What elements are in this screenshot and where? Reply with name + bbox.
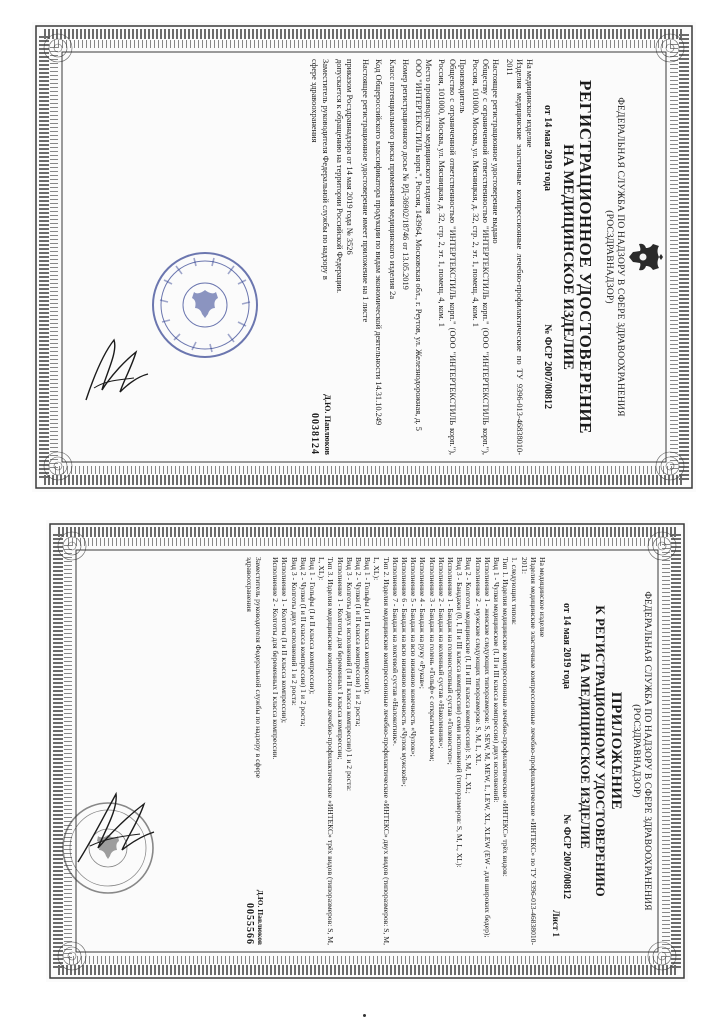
product-list-line: Исполнение 1 - Колготы (I и II класса компрессии);: [280, 557, 290, 723]
paragraph-text: 14.31.10.249: [374, 381, 384, 426]
paragraph-label: На медицинское изделие: [525, 59, 534, 148]
registration-number: № ФСР 2007/00812: [542, 324, 553, 409]
paragraph-text: Обществу с ограниченной ответственностью "ИНТЕРТЕКСТИЛЬ корп." (ООО "ИНТЕРТЕКСТИЛЬ корп."), Россия, 101000, Москва, ул. Мясницкая, д. 32, стр. 2, эт. 1, помещ. 4, ком. 1: [470, 59, 491, 455]
intro-label: На медицинское изделие: [538, 557, 547, 638]
paragraph-device: [503, 59, 534, 455]
paragraph-text: Общество с ограниченной ответственностью "ИНТЕРТЕКСТИЛЬ корп." (ООО "ИНТЕРТЕКСТИЛЬ корп."), Россия, 101000, Москва, ул. Мясницкая, д. 32, стр. 2, эт. 1, помещ. 4, ком. 1: [437, 59, 457, 455]
official-name: Д.Ю. Павлюков: [255, 889, 265, 945]
form-serial-number: 0038124: [309, 413, 321, 455]
appendix-footer: [245, 557, 265, 945]
product-list-line: Вид 1 - Чулки медицинские (I, II и III класса компрессии) двух исполнений:: [491, 557, 501, 803]
paragraph-label: Класс потенциального риска применения медицинского изделия: [387, 59, 397, 290]
paragraph-production-site: [413, 59, 433, 455]
sheet-number: Лист 1: [551, 909, 561, 937]
product-list-line: Исполнение 1 - Колготы для беременных I класса компрессии;: [335, 557, 345, 760]
signature-block: [245, 890, 265, 945]
product-list-line: Вид 3 - Колготы двух исполнений 1 и 2 роста:: [289, 557, 299, 706]
product-list-line: Исполнение 7 - Бандаж на локтевой сустав «Налокотник».: [390, 557, 400, 746]
agency-name: ФЕДЕРАЛЬНАЯ СЛУЖБА ПО НАДЗОРУ В СФЕРЕ ЗДРАВООХРАНЕНИЯ: [615, 97, 625, 417]
coat-of-arms-icon: [627, 240, 663, 274]
appendix-sheet: [46, 520, 688, 982]
paragraph-okpd-code: [373, 59, 383, 455]
paragraph-label: Место производства медицинского изделия: [424, 59, 434, 214]
product-list-line: Тип 1. Изделия медицинские компрессионные лечебно-профилактические «ИНТЕКС» трёх видов:: [501, 557, 511, 877]
paragraph-label: Настоящее регистрационное удостоверение выдано: [491, 59, 501, 244]
product-list-line: Тип 3. Изделия медицинские компрессионные лечебно-профилактические «ИНТЕКС» трёх видов (типоразмеров: S, M, L, XL):: [317, 557, 336, 945]
agency-name: ФЕДЕРАЛЬНАЯ СЛУЖБА ПО НАДЗОРУ В СФЕРЕ ЗДРАВООХРАНЕНИЯ: [642, 591, 652, 911]
certificate-body: [360, 59, 534, 455]
product-list-line: 1. следующих типов:: [510, 557, 520, 625]
product-list-line: Вид 3 - Колготы двух исполнений (I и II класса компрессии) 1 и 2 роста:: [344, 557, 354, 792]
paragraph-manufacturer: [436, 59, 467, 455]
official-name: Д.Ю. Павлюков: [322, 394, 332, 455]
product-list-line: Исполнение 1 - Бандаж на голеностопный сустав «Голеностоп»;: [445, 557, 455, 765]
round-seal-stamp: [150, 250, 260, 360]
handwritten-signature: [70, 780, 160, 870]
product-list-line: Исполнение 4 - Бандаж на руку «Рукав»;: [418, 557, 428, 689]
official-title: Заместитель руководителя Федеральной службы по надзору в сфере здравоохранения: [310, 59, 330, 280]
product-list-line: Вид 1 - Гольфы (I и II класса компрессии);: [307, 557, 317, 695]
paragraph-text: Настоящее регистрационное удостоверение имеет приложение на 1 листе: [361, 59, 371, 323]
product-list-line: Вид 2 - Чулки (I и II класса компрессии) 1 и 2 роста;: [353, 557, 363, 727]
certificate-sheet: [32, 22, 696, 492]
registration-number: № ФСР 2007/00812: [561, 814, 572, 899]
paragraph-label: Производитель: [457, 59, 467, 114]
product-list-line: Вид 2 - Колготы медицинские (I, II и III класса компрессии): S, M, L, XL;: [464, 557, 474, 794]
paragraph-text: ООО "ИНТЕРТЕКСТИЛЬ корп.", Россия, 143964, Московская обл., г. Реутов, ул. Железнодорожная, д. 5: [413, 59, 423, 431]
signature-block: [309, 394, 331, 455]
product-list-line: Тип 2. Изделия медицинские компрессионные лечебно-профилактические «ИНТЕКС» двух видов (типоразмеров: S, M, L, XL):: [372, 557, 391, 945]
product-list-line: Исполнение 5 - Бандаж на всю нижнюю конечность «Чулок»;: [409, 557, 419, 757]
agency-abbreviation: (РОСЗДРАВНАДЗОР): [631, 704, 641, 798]
date-number-line: [561, 557, 572, 945]
product-list-line: Вид 2 - Чулки (I и II класса компрессии) 1 и 2 роста;: [298, 557, 308, 727]
paragraph-label: Номер регистрационного досье: [400, 59, 410, 172]
product-list-line: Исполнение 2 - мужские следующих типоразмеров: S, M, L, XL.: [473, 557, 483, 766]
product-list-line: Исполнение 3 - Бандаж на голень «Гольф» с открытым носком;: [427, 557, 437, 762]
appendix-title: ПРИЛОЖЕНИЕ: [608, 691, 624, 811]
scan-speck: [363, 1014, 366, 1017]
paragraph-appendix-note: [360, 59, 370, 455]
paragraph-label: Код Общероссийского классификатора продукции по видам экономической деятельности: [374, 59, 384, 380]
product-list-line: Исполнение 2 - Колготы для беременных I класса компрессии.: [271, 557, 281, 760]
product-list-line: Исполнение 2 - Бандаж на коленный сустав «Наколенник»;: [436, 557, 446, 749]
appendix-title-line2: К РЕГИСТРАЦИОННОМУ УДОСТОВЕРЕНИЮ: [593, 605, 608, 897]
appendix-content: [80, 557, 654, 945]
product-list: [271, 557, 519, 945]
date-number-line: [542, 59, 553, 455]
product-list-line: Вид 1 - Гольфы (I и II класса компрессии);: [363, 557, 373, 695]
paragraph-dossier: [400, 59, 410, 455]
intro-text: Изделия медицинские эластичные компрессионные лечебно-профилактические «ИНТЕКС» по ТУ 9396-013-46838010-2011:: [519, 557, 538, 945]
document-title: РЕГИСТРАЦИОННОЕ УДОСТОВЕРЕНИЕ: [576, 80, 595, 434]
paragraph-text: Изделия медицинские эластичные компрессионные лечебно-профилактические по ТУ 9396-013-46838010-2011: [504, 59, 524, 455]
official-title: Заместитель руководителя Федеральной службы по надзору в сфере здравоохранения: [244, 557, 263, 779]
issue-date: от 14 мая 2019 года: [542, 105, 553, 191]
product-list-line: Исполнение 1 - женские следующих типоразмеров: S, SEW, M, MEW, L, LEW, XL, XLEW (EW - для широких бедер);: [482, 557, 492, 938]
certificate-footer: [309, 59, 354, 455]
document-subtitle: НА МЕДИЦИНСКОЕ ИЗДЕЛИЕ: [560, 144, 576, 370]
handwritten-signature: [76, 330, 156, 410]
paragraph-text: № РД-36902/18746 от 13.05.2019: [400, 173, 410, 290]
paragraph-text: 2а: [387, 291, 397, 300]
paragraph-holder: [470, 59, 501, 455]
appendix-body: [271, 557, 547, 945]
paragraph-risk-class: [386, 59, 396, 455]
product-list-line: Вид 3 - Бандажи (0, I, II и III класса компрессии) семи исполнений (типоразмеров: S, M, L, XL):: [455, 557, 465, 868]
order-text: приказом Росздравнадзора от 14 мая 2019 года № 3526 допускается к обращению на территории Российской Федерации.: [334, 59, 354, 294]
agency-abbreviation: (РОСЗДРАВНАДЗОР): [604, 210, 614, 304]
product-list-line: Исполнение 6 - Бандаж на всю нижнюю конечность «Чулок мужской»;: [399, 557, 409, 787]
issue-date: от 14 мая 2019 года: [561, 603, 572, 689]
appendix-subtitle: НА МЕДИЦИНСКОЕ ИЗДЕЛИЕ: [578, 653, 593, 849]
form-serial-number: 0055566: [243, 903, 255, 945]
